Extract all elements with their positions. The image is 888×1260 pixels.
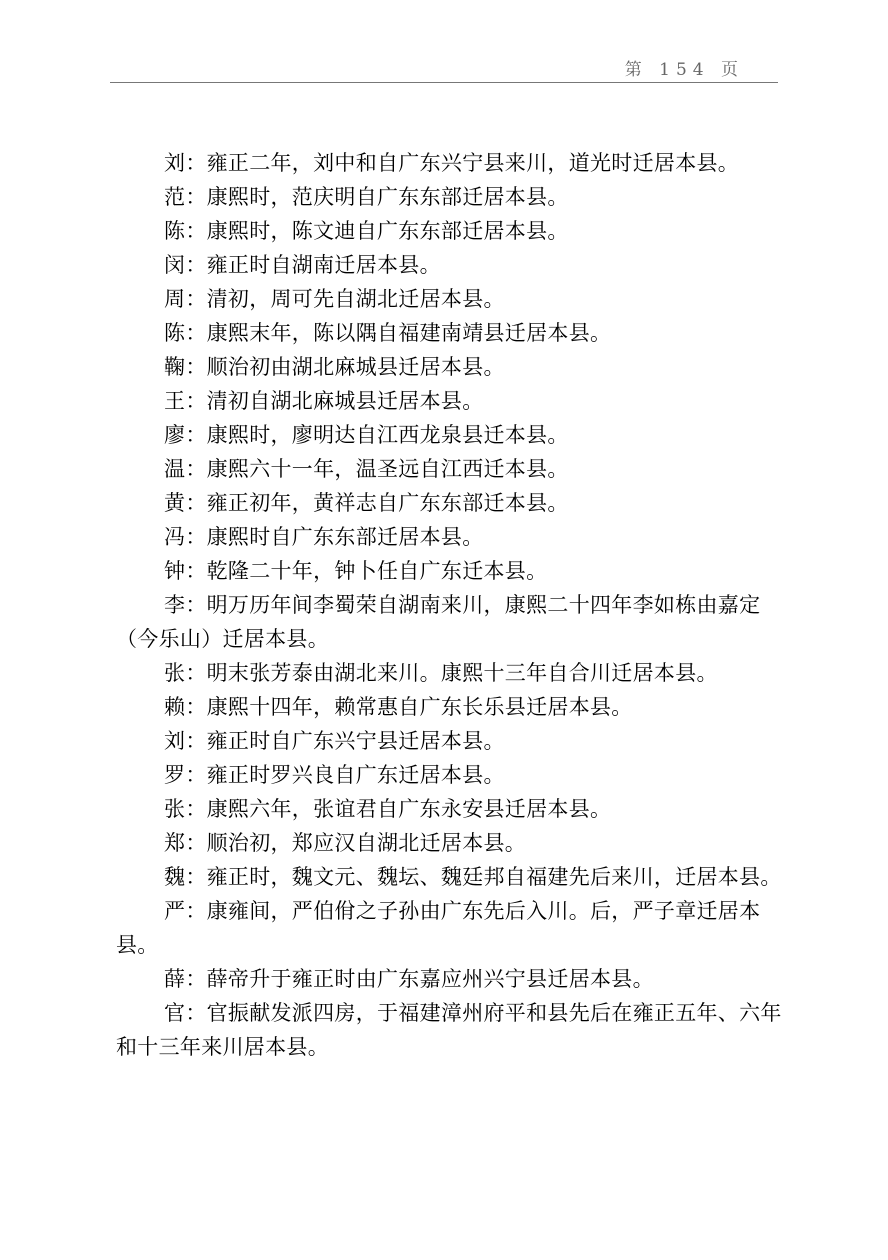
- entry-text: ：乾隆二十年，钟卜任自广东迁本县。: [185, 559, 548, 583]
- list-item: [116, 758, 788, 792]
- entry-text: ：雍正时罗兴良自广东迁居本县。: [185, 763, 505, 787]
- surname: 范: [164, 185, 186, 209]
- surname: 鞠: [164, 355, 186, 379]
- entry-text: ：顺治初，郑应汉自湖北迁居本县。: [185, 831, 527, 855]
- entry-text: ：雍正时自广东兴宁县迁居本县。: [185, 729, 505, 753]
- list-item: [116, 588, 788, 656]
- surname: 魏: [164, 865, 186, 889]
- entry-text: ：顺治初由湖北麻城县迁居本县。: [185, 355, 505, 379]
- list-item: [116, 724, 788, 758]
- entry-text: ：康熙时，陈文迪自广东东部迁居本县。: [185, 219, 569, 243]
- surname: 严: [164, 899, 186, 923]
- list-item: [116, 350, 788, 384]
- page-number: 第 154 页: [624, 60, 744, 80]
- surname: 陈: [164, 219, 186, 243]
- entry-text: ：康熙时自广东东部迁居本县。: [185, 525, 484, 549]
- surname: 王: [164, 389, 186, 413]
- list-item: [116, 384, 788, 418]
- entry-text: ：康熙十四年，赖常惠自广东长乐县迁居本县。: [185, 695, 633, 719]
- entry-text: ：康熙时，范庆明自广东东部迁居本县。: [185, 185, 569, 209]
- surname: 钟: [164, 559, 186, 583]
- list-item: [116, 792, 788, 826]
- surname: 黄: [164, 491, 186, 515]
- entry-text: ：康熙六十一年，温圣远自江西迁本县。: [185, 457, 569, 481]
- entry-text: ：康雍间，严伯佾之子孙由广东先后入川。后，严子章迁居本县。: [116, 899, 761, 957]
- list-item: [116, 996, 788, 1064]
- list-item: [116, 486, 788, 520]
- entry-text: ：明万历年间李蜀荣自湖南来川，康熙二十四年李如栋由嘉定（今乐山）迁居本县。: [116, 593, 761, 651]
- list-item: [116, 180, 788, 214]
- surname: 陈: [164, 321, 186, 345]
- entry-text: ：清初自湖北麻城县迁居本县。: [185, 389, 484, 413]
- surname: 温: [164, 457, 186, 481]
- list-item: [116, 554, 788, 588]
- list-item: [116, 656, 788, 690]
- list-item: [116, 962, 788, 996]
- surname: 李: [164, 593, 186, 617]
- surname: 刘: [164, 729, 186, 753]
- surname: 官: [164, 1001, 186, 1025]
- entry-text: ：雍正二年，刘中和自广东兴宁县来川，道光时迁居本县。: [185, 151, 740, 175]
- list-item: [116, 316, 788, 350]
- surname: 张: [164, 661, 186, 685]
- surname: 周: [164, 287, 186, 311]
- surname: 廖: [164, 423, 186, 447]
- page-header: [110, 52, 778, 83]
- entry-text: ：雍正时，魏文元、魏坛、魏廷邦自福建先后来川，迁居本县。: [185, 865, 782, 889]
- migration-record-list: [116, 146, 788, 1064]
- surname: 刘: [164, 151, 186, 175]
- entry-text: ：雍正时自湖南迁居本县。: [185, 253, 441, 277]
- list-item: [116, 860, 788, 894]
- entry-text: ：薛帝升于雍正时由广东嘉应州兴宁县迁居本县。: [185, 967, 654, 991]
- entry-text: ：官振献发派四房，于福建漳州府平和县先后在雍正五年、六年和十三年来川居本县。: [116, 1001, 782, 1059]
- entry-text: ：雍正初年，黄祥志自广东东部迁本县。: [185, 491, 569, 515]
- list-item: [116, 520, 788, 554]
- entry-text: ：清初，周可先自湖北迁居本县。: [185, 287, 505, 311]
- entry-text: ：康熙末年，陈以隅自福建南靖县迁居本县。: [185, 321, 612, 345]
- surname: 张: [164, 797, 186, 821]
- surname: 赖: [164, 695, 186, 719]
- list-item: [116, 894, 788, 962]
- list-item: [116, 452, 788, 486]
- surname: 冯: [164, 525, 186, 549]
- list-item: [116, 826, 788, 860]
- list-item: [116, 214, 788, 248]
- list-item: [116, 248, 788, 282]
- list-item: [116, 282, 788, 316]
- surname: 郑: [164, 831, 186, 855]
- list-item: [116, 146, 788, 180]
- entry-text: ：康熙六年，张谊君自广东永安县迁居本县。: [185, 797, 612, 821]
- list-item: [116, 418, 788, 452]
- entry-text: ：康熙时，廖明达自江西龙泉县迁本县。: [185, 423, 569, 447]
- surname: 闵: [164, 253, 186, 277]
- list-item: [116, 690, 788, 724]
- surname: 罗: [164, 763, 186, 787]
- entry-text: ：明末张芳泰由湖北来川。康熙十三年自合川迁居本县。: [185, 661, 718, 685]
- surname: 薛: [164, 967, 186, 991]
